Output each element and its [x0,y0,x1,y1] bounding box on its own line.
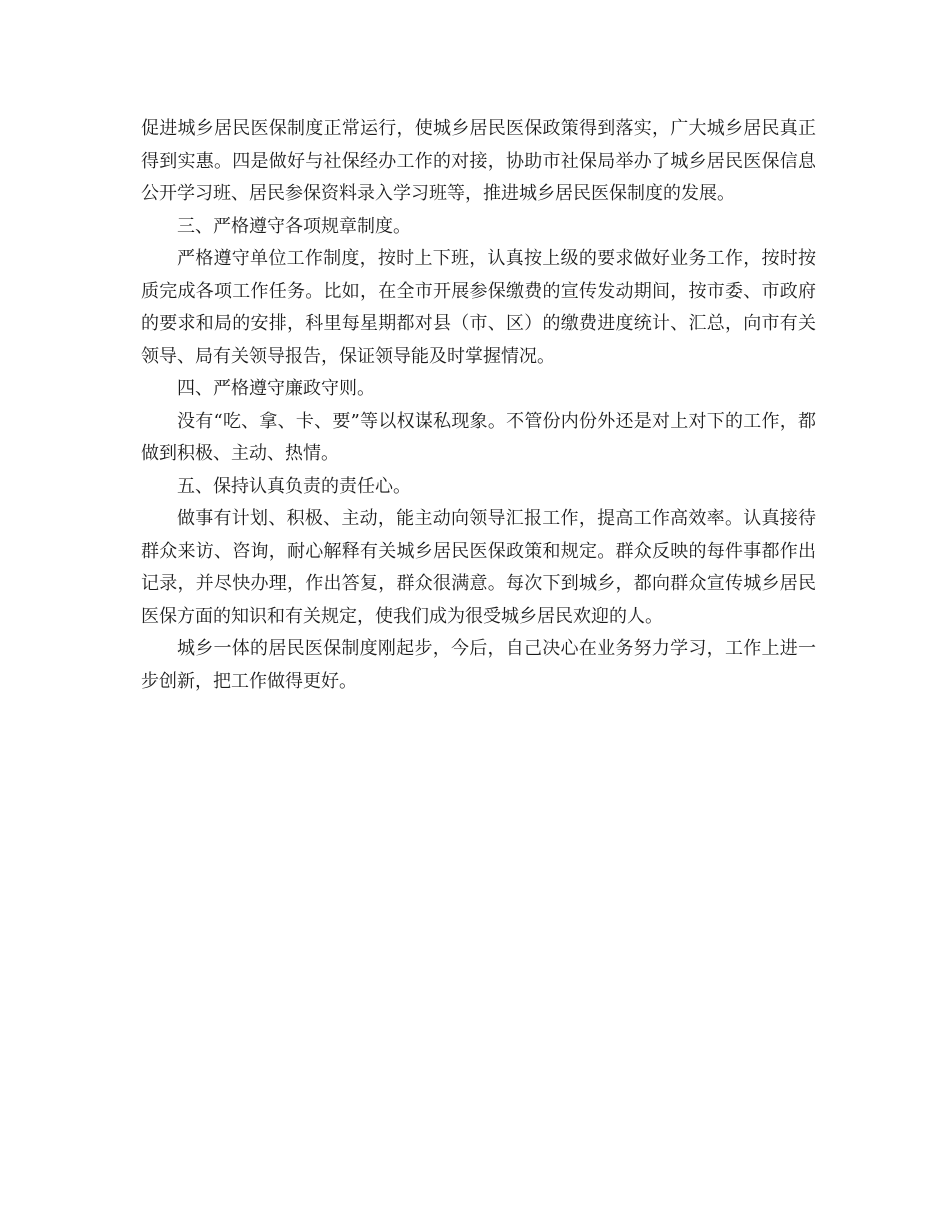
document-body [141,113,816,698]
paragraph-integrity: 没有“吃、拿、卡、要”等以权谋私现象。不管份内份外还是对上对下的工作，都做到积极、主动、热情。 [141,410,816,464]
paragraph-continuation: 促进城乡居民医保制度正常运行，使城乡居民医保政策得到落实，广大城乡居民真正得到实惠。四是做好与社保经办工作的对接，协助市社保局举办了城乡居民医保信息公开学习班、居民参保资料录入学习班等，推进城乡居民医保制度的发展。 [141,118,816,204]
section-heading-five: 五、保持认真负责的责任心。 [177,475,411,497]
paragraph-rules: 严格遵守单位工作制度，按时上下班，认真按上级的要求做好业务工作，按时按质完成各项工作任务。比如，在全市开展参保缴费的宣传发动期间，按市委、市政府的要求和局的安排，科里每星期都对县（市、区）的缴费进度统计、汇总，向市有关领导、局有关领导报告，保证领导能及时掌握情况。 [141,248,816,367]
section-heading-four: 四、严格遵守廉政守则。 [177,378,375,399]
section-heading-three: 三、严格遵守各项规章制度。 [177,215,411,237]
paragraph-conclusion: 城乡一体的居民医保制度刚起步，今后，自己决心在业务努力学习，工作上进一步创新，把工作做得更好。 [141,638,816,692]
paragraph-responsibility: 做事有计划、积极、主动，能主动向领导汇报工作，提高工作高效率。认真接待群众来访、咨询，耐心解释有关城乡居民医保政策和规定。群众反映的每件事都作出记录，并尽快办理，作出答复，群众很满意。每次下到城乡，都向群众宣传城乡居民医保方面的知识和有关规定，使我们成为很受城乡居民欢迎的人。 [141,508,816,627]
